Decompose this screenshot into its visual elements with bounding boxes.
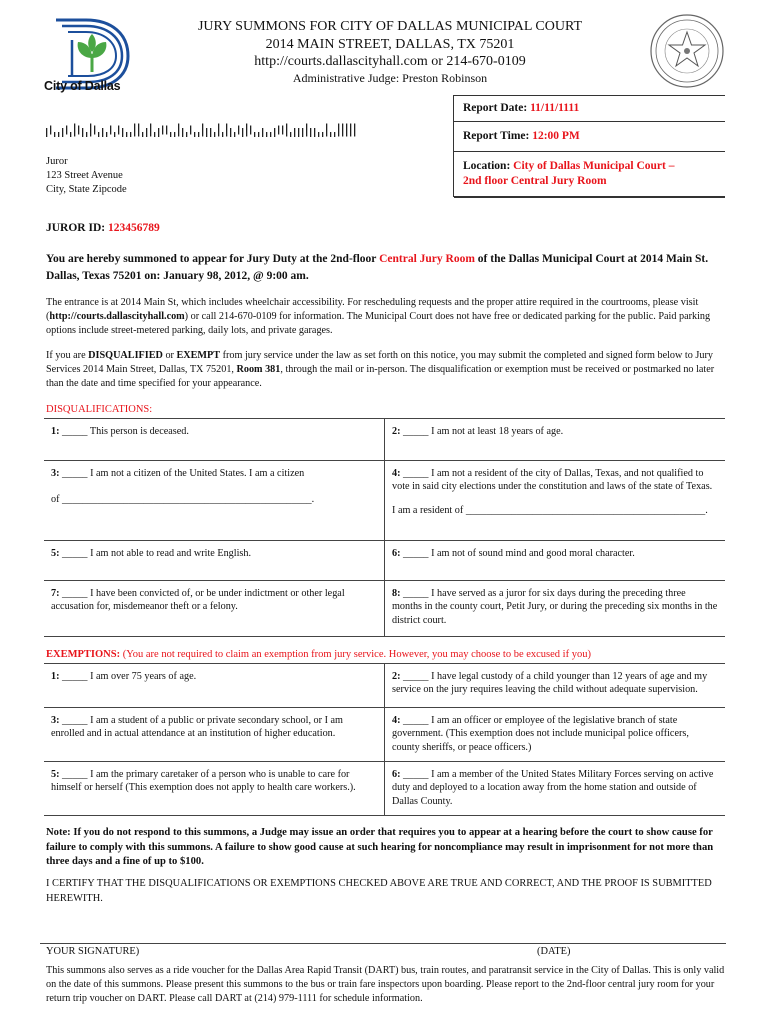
report-location-row	[454, 156, 725, 198]
report-date-row	[454, 96, 725, 122]
logo-text: City of Dallas	[44, 79, 121, 93]
disq-text-2: from jury service under the law as set forth on this notice, you may submit the completed and signed form below to Jury Services 2014 Main Street, Dallas, TX 75201,	[46, 350, 713, 376]
exempt-item-5[interactable]	[44, 762, 385, 816]
disq-item-3[interactable]	[44, 461, 385, 541]
disq-item-6-text: _____ I am not of sound mind and good moral character.	[400, 548, 635, 559]
exempt-item-6-text: _____ I am a member of the United States Military Forces serving on active duty and deployed to a location away from the home station and outside of Dallas County.	[392, 769, 714, 807]
exempt-item-3[interactable]	[44, 708, 385, 762]
report-time-row	[454, 122, 725, 152]
document-title: JURY SUMMONS FOR CITY OF DALLAS MUNICIPAL COURT	[197, 19, 583, 34]
disq-item-2[interactable]	[385, 419, 726, 461]
exempt-item-1[interactable]	[44, 664, 385, 708]
date-label: (DATE)	[537, 946, 571, 957]
exempt-item-6-num: 6:	[392, 769, 401, 780]
exemptions-subtitle: (You are not required to claim an exemption from jury service. However, you may choose to be excused if you)	[120, 649, 591, 660]
addressee-name: Juror	[46, 156, 68, 167]
exempt-item-4-text: _____ I am an officer or employee of the legislative branch of state government. (This exemption does not include municipal police officers, county sheriffs, or peace officers.)	[392, 715, 689, 753]
postal-barcode-icon	[44, 123, 364, 137]
disq-word: DISQUALIFIED	[88, 350, 163, 361]
disq-text-3: , through the mail or in-person. The disqualification or exemption must be received or postmarked no later than the date and time specified for your appearance.	[46, 364, 715, 390]
report-location-value1: City of Dallas Municipal Court –	[513, 160, 675, 172]
disq-item-3-text: _____ I am not a citizen of the United States. I am a citizen	[59, 468, 305, 479]
disq-item-3-num: 3:	[51, 468, 60, 479]
exempt-item-3-num: 3:	[51, 715, 60, 726]
signature-label: YOUR SIGNATURE)	[46, 946, 140, 957]
disq-item-7-text: _____ I have been convicted of, or be under indictment or other legal accusation for, misdemeanor theft or a felony.	[51, 588, 345, 613]
disq-text-1: If you are	[46, 350, 89, 361]
exempt-item-2-text: _____ I have legal custody of a child younger than 12 years of age and my service on the jury requires leaving the child without adequate supervision.	[392, 671, 708, 696]
report-time-value: 12:00 PM	[532, 130, 580, 142]
report-date-label: Report Date:	[463, 102, 528, 114]
exempt-item-6[interactable]	[385, 762, 726, 816]
report-location-label: Location:	[463, 160, 511, 172]
exempt-item-2[interactable]	[385, 664, 726, 708]
entrance-text-2: ) or call 214-670-0109 for information. The Municipal Court does not have free or dedicated parking for the public. Paid parking options include street-metered parking, daily lots, and private garages.	[46, 311, 711, 337]
disq-item-7-num: 7:	[51, 588, 60, 599]
certification-statement: I CERTIFY THAT THE DISQUALIFICATIONS OR EXEMPTIONS CHECKED ABOVE ARE TRUE AND CORRECT, AND THE PROOF IS SUBMITTED HEREWITH.	[46, 878, 712, 904]
summons-room: Central Jury Room	[379, 253, 475, 265]
report-date-value: 11/11/1111	[530, 102, 580, 114]
disq-item-4[interactable]	[385, 461, 726, 541]
disq-item-6-num: 6:	[392, 548, 401, 559]
room-number: Room 381	[236, 364, 281, 376]
disq-item-6[interactable]	[385, 541, 726, 581]
city-seal-icon	[648, 12, 726, 90]
disq-item-8-text: _____ I have served as a juror for six days during the preceding three months in the county court, Petit Jury, or during the preceding six months in the district court.	[392, 588, 718, 626]
exempt-item-5-text: _____ I am the primary caretaker of a person who is unable to care for himself or herself (This exemption does not apply to health care workers.).	[51, 769, 356, 794]
disq-item-2-text: _____ I am not at least 18 years of age.	[400, 426, 564, 437]
exempt-item-4[interactable]	[385, 708, 726, 762]
signature-line[interactable]	[40, 943, 726, 944]
disq-item-8-num: 8:	[392, 588, 401, 599]
disq-or: or	[162, 350, 177, 361]
juror-id-label: JUROR ID:	[46, 222, 106, 234]
disq-item-4-num: 4:	[392, 468, 401, 479]
court-address: 2014 MAIN STREET, DALLAS, TX 75201	[265, 36, 515, 52]
disq-item-5-text: _____ I am not able to read and write English.	[59, 548, 252, 559]
exempt-item-2-num: 2:	[392, 671, 401, 682]
administrative-judge: Administrative Judge: Preston Robinson	[292, 70, 488, 85]
disq-item-5-num: 5:	[51, 548, 60, 559]
disq-item-7[interactable]	[44, 581, 385, 637]
disq-item-4-text: _____ I am not a resident of the city of Dallas, Texas, and not qualified to vote in said city elections under the constitution and laws of the state of Texas.	[392, 468, 713, 493]
summons-text-1: You are hereby summoned to appear for Jury Duty at the 2nd-floor	[46, 253, 380, 265]
exemptions-title: EXEMPTIONS:	[46, 649, 121, 660]
exempt-item-1-text: _____ I am over 75 years of age.	[59, 671, 197, 682]
noncompliance-note: Note: If you do not respond to this summons, a Judge may issue an order that requires you to appear at a hearing before the court to show cause for failure to comply with this summons. A failure to show good cause at such hearing for noncompliance may result in imprisonment for not more than three days and a fine of up to $100.	[46, 827, 714, 868]
addressee-city: City, State Zipcode	[46, 184, 127, 196]
disq-item-4-resident-of[interactable]: I am a resident of _______________________________________________.	[392, 504, 708, 516]
report-info-box	[453, 95, 725, 197]
document-header	[190, 18, 590, 86]
dart-voucher-text: This summons also serves as a ride voucher for the Dallas Area Rapid Transit (DART) bus, train routes, and paratransit service in the City of Dallas. This is only valid on the date of this summons. Please present this summons to the bus or train fare inspectors upon boarding. Please report to the 2nd-floor central jury room for your return trip voucher on DART. Please call DART at (214) 979-1111 for schedule information.	[46, 965, 725, 1005]
exempt-word: EXEMPT	[176, 350, 221, 361]
disqualifications-heading: DISQUALIFICATIONS:	[46, 404, 153, 415]
exemptions-heading	[46, 648, 591, 662]
disq-item-1[interactable]	[44, 419, 385, 461]
disq-item-1-num: 1:	[51, 426, 60, 437]
exempt-item-1-num: 1:	[51, 671, 60, 682]
disq-item-3-citizen-of[interactable]: of _________________________________________________.	[51, 494, 315, 506]
report-time-label: Report Time:	[463, 130, 530, 142]
disqualifications-table	[44, 418, 725, 637]
exempt-item-3-text: _____ I am a student of a public or private secondary school, or I am enrolled and in actual attendance at an institution of higher education.	[51, 715, 343, 740]
exempt-item-5-num: 5:	[51, 769, 60, 780]
exempt-item-4-num: 4:	[392, 715, 401, 726]
summons-statement	[46, 251, 726, 284]
exemptions-table	[44, 663, 725, 816]
disq-item-2-num: 2:	[392, 426, 401, 437]
summons-text-2: of the Dallas Municipal Court at 2014 Main St. Dallas, Texas 75201 on: January 98, 2012, @ 9:00 am.	[46, 253, 709, 282]
court-link[interactable]: http://courts.dallascityhall.com	[49, 311, 185, 323]
disq-item-1-text: _____ This person is deceased.	[59, 426, 189, 437]
addressee-street: 123 Street Avenue	[46, 170, 123, 182]
report-location-value2: 2nd floor Central Jury Room	[463, 174, 607, 187]
entrance-paragraph	[46, 296, 724, 338]
addressee-block	[46, 155, 127, 198]
court-website: http://courts.dallascityhall.com or 214-670-0109	[254, 54, 526, 69]
disqualification-paragraph	[46, 349, 724, 391]
juror-id	[46, 221, 160, 236]
disq-item-8[interactable]	[385, 581, 726, 637]
disq-item-5[interactable]	[44, 541, 385, 581]
entrance-text-1: The entrance is at 2014 Main St, which includes wheelchair accessibility. For rescheduling requests and the proper attire required in the courtrooms, please visit (	[46, 297, 699, 323]
juror-id-value: 123456789	[107, 222, 160, 234]
